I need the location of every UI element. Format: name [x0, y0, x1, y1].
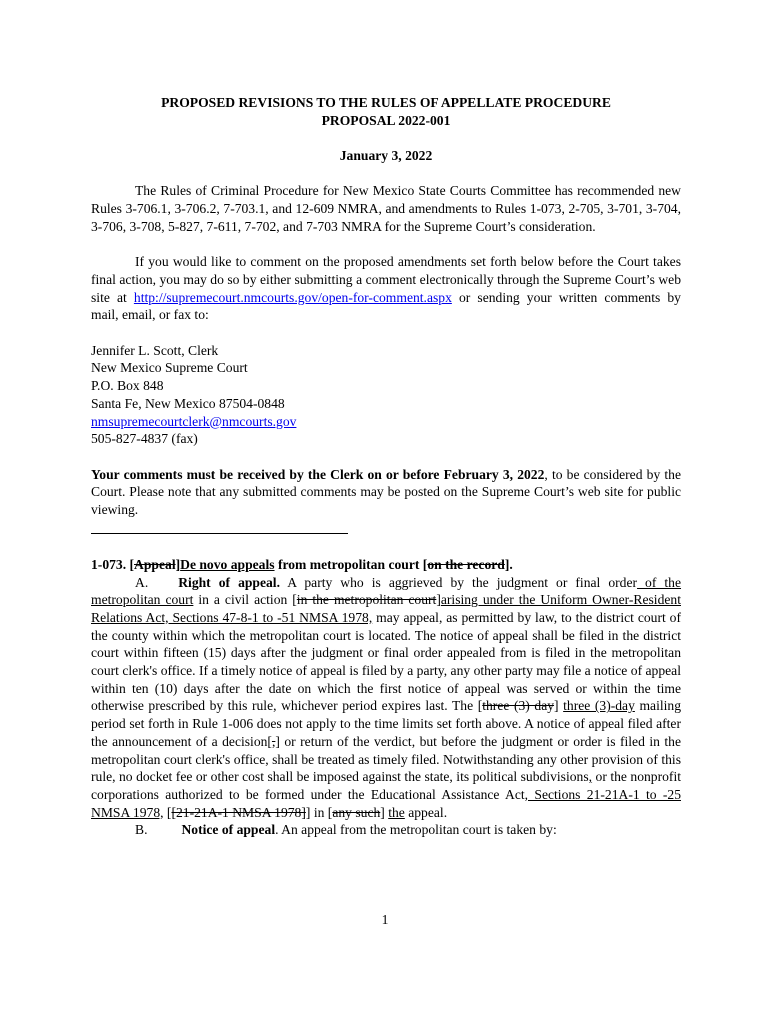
- intro-paragraph-2-text-a: If you would like to comment on the proposed amendments set forth below before the Court takes final action, you may do so by either submitting a comment electronically through the Supreme Court’s web site at: [91, 254, 681, 305]
- rule-text: mailing period set forth in Rule 1-006 does not apply to the time limits set forth above. A notice of appeal filed after the announcement of a decision[: [91, 698, 681, 749]
- inserted-text: the: [388, 804, 405, 820]
- struck-text: on the record: [427, 556, 505, 572]
- intro-paragraph-2: [91, 253, 681, 324]
- inserted-text: , Sections 21-21A-1 to -25 NMSA 1978,: [91, 786, 681, 820]
- section-b-heading: Notice of appeal: [181, 822, 276, 838]
- struck-text: [21-21A-1 NMSA 1978]: [171, 804, 306, 820]
- struck-text: Appeal: [134, 556, 176, 572]
- bracket: ]: [175, 556, 181, 572]
- clerk-name: Jennifer L. Scott, Clerk: [91, 342, 219, 358]
- clerk-address: [91, 342, 681, 448]
- rule-text: . An appeal from the metropolitan court is taken by:: [275, 822, 557, 838]
- fax-number: 505-827-4837 (fax): [91, 431, 198, 447]
- city-line: Santa Fe, New Mexico 87504-0848: [91, 395, 285, 411]
- rule-text: ] in [: [305, 804, 333, 820]
- inserted-text: ,: [588, 769, 593, 785]
- rule-heading-text: from metropolitan court [: [274, 556, 428, 572]
- deadline-paragraph: [91, 466, 681, 519]
- rule-text: ] or return of the verdict, but before the judgment or order is filed in the metropolitan court clerk's office, shall be treated as timely filed. Notwithstanding any other provision of this rule, no docket fee or other cost shall be imposed against the state, its political subdivisions: [91, 733, 682, 785]
- rule-number: 1-073. [: [91, 556, 135, 572]
- struck-text: ,: [271, 733, 276, 749]
- clerk-email-link[interactable]: nmsupremecourtclerk@nmcourts.gov: [91, 413, 297, 429]
- inserted-text: of the metropolitan court: [91, 574, 682, 608]
- title-line-2: PROPOSAL 2022-001: [321, 112, 451, 128]
- intro-paragraph-1: The Rules of Criminal Procedure for New Mexico State Courts Committee has recommended new Rules 3-706.1, 3-706.2, 7-703.1, and 12-609 NMRA, and amendments to Rules 1-073, 2-705, 3-701, 3-704, 3-706, 3-708, 5-827, 7-611, 7-702, and 7-703 NMRA for the Supreme Court’s consideration.: [91, 183, 681, 234]
- po-box: P.O. Box 848: [91, 378, 164, 394]
- bracket: ].: [504, 556, 513, 572]
- section-a-paragraph: [91, 574, 681, 822]
- inserted-text: arising under the Uniform Owner-Resident Relations Act, Sections 47-8-1 to -51 NMSA 1978,: [91, 592, 681, 625]
- rule-text: ]: [380, 804, 389, 820]
- document-body: [91, 94, 681, 839]
- court-name: New Mexico Supreme Court: [91, 360, 248, 376]
- rule-text: [: [163, 804, 172, 820]
- inserted-text: three (3)-day: [563, 698, 635, 714]
- rule-heading: [91, 556, 681, 574]
- rule-text: appeal.: [404, 804, 448, 820]
- title-line-1: PROPOSED REVISIONS TO THE RULES OF APPELLATE PROCEDURE: [161, 95, 611, 110]
- document-title: [91, 94, 681, 129]
- rule-text: ]: [436, 592, 441, 608]
- deadline-rest-text: , to be considered by the Court. Please note that any submitted comments may be posted on the Supreme Court’s web site for public viewing.: [91, 466, 681, 518]
- rule-text: A party who is aggrieved by the judgment or final order: [280, 574, 638, 590]
- section-a-heading: Right of appeal.: [178, 574, 280, 590]
- deadline-bold-text: Your comments must be received by the Clerk on or before February 3, 2022: [91, 466, 545, 482]
- page-number: 1: [381, 912, 389, 927]
- inserted-text: De novo appeals: [180, 556, 275, 572]
- separator-line: [91, 533, 348, 534]
- section-b-letter: B.: [135, 822, 148, 838]
- rule-text: ]: [554, 698, 564, 714]
- section-a-letter: A.: [135, 574, 149, 590]
- intro-paragraph-2-text-b: or sending your written comments by mail, email, or fax to:: [91, 289, 681, 323]
- section-b-paragraph: [91, 821, 681, 839]
- struck-text: any such: [332, 804, 381, 820]
- struck-text: three (3) day: [482, 698, 555, 714]
- comment-link[interactable]: http://supremecourt.nmcourts.gov/open-for-comment.aspx: [133, 289, 452, 305]
- struck-text: in the metropolitan court: [296, 592, 437, 608]
- document-date: January 3, 2022: [339, 148, 433, 164]
- rule-text: in a civil action [: [193, 592, 297, 608]
- rule-text: may appeal, as permitted by law, to the district court of the county within which the metropolitan court is located. The notice of appeal shall be filed in the district court within fifteen (15) days after the judgment or final order appealed from is filed in the metropolitan court clerk's office. If a timely notice of appeal is filed by a party, any other party may file a notice of appeal within ten (10) days after the date on which the first notice of appeal was served or within the time otherwise prescribed by this rule, whichever period expires last. The [: [91, 609, 682, 714]
- rule-text: or the nonprofit corporations authorized to be formed under the Educational Assistance Act: [91, 769, 682, 802]
